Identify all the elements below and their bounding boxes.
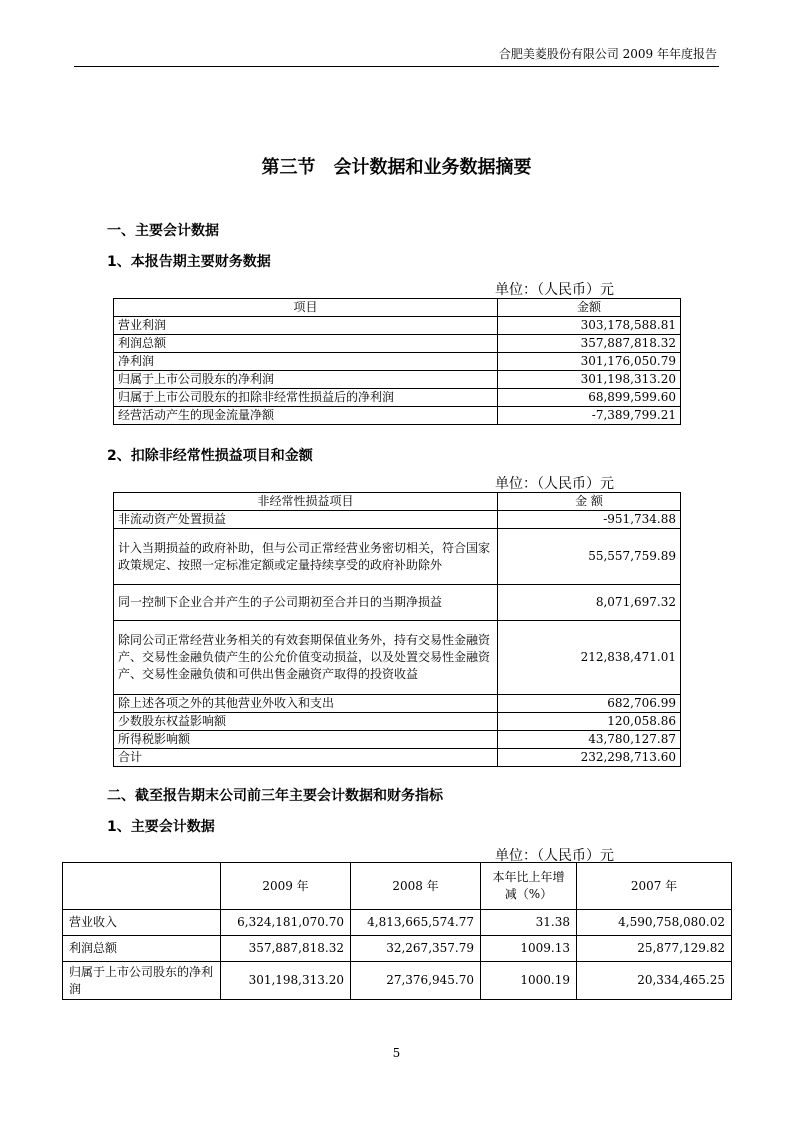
page-number: 5 [392, 1046, 401, 1060]
row-label: 利润总额 [63, 936, 221, 962]
header-text: 合肥美菱股份有限公司 2009 年年度报告 [498, 47, 717, 61]
column-header: 2008 年 [351, 863, 481, 910]
column-header [63, 863, 221, 910]
table-row [114, 529, 681, 585]
column-header: 项目 [114, 299, 498, 317]
cell-value: 357,887,818.32 [221, 936, 351, 962]
row-value: 301,176,050.79 [498, 353, 681, 371]
page-header [74, 38, 719, 67]
column-header: 金额 [498, 299, 681, 317]
row-label: 除同公司正常经营业务相关的有效套期保值业务外，持有交易性金融资产、交易性金融负债产生的公允价值变动损益，以及处置交易性金融资产、交易性金融负债和可供出售金融资产取得的投资收益 [114, 621, 498, 695]
row-value: -951,734.88 [498, 511, 681, 529]
row-label: 除上述各项之外的其他营业外收入和支出 [114, 695, 498, 713]
table-row [63, 936, 732, 962]
row-label: 少数股东权益影响额 [114, 713, 498, 731]
table-header-row [114, 299, 681, 317]
cell-value: 4,590,758,080.02 [577, 910, 732, 936]
row-label: 归属于上市公司股东的扣除非经常性损益后的净利润 [114, 389, 498, 407]
cell-value: 20,334,465.25 [577, 962, 732, 1000]
cell-value: 25,877,129.82 [577, 936, 732, 962]
cell-value: 1000.19 [481, 962, 577, 1000]
column-header: 本年比上年增减（%） [481, 863, 577, 910]
row-value: 43,780,127.87 [498, 731, 681, 749]
table-row [63, 910, 732, 936]
table-row [114, 713, 681, 731]
row-value: -7,389,799.21 [498, 407, 681, 425]
heading-non-recurring-items: 2、扣除非经常性损益项目和金额 [107, 448, 313, 464]
table-row [114, 695, 681, 713]
unit-label: 单位：（人民币）元 [495, 282, 614, 298]
table-row [114, 621, 681, 695]
cell-value: 32,267,357.79 [351, 936, 481, 962]
row-label: 所得税影响额 [114, 731, 498, 749]
table-row [114, 353, 681, 371]
non-recurring-items-table [113, 492, 681, 767]
row-value: 232,298,713.60 [498, 749, 681, 767]
cell-value: 4,813,665,574.77 [351, 910, 481, 936]
table-row [114, 511, 681, 529]
cell-value: 1009.13 [481, 936, 577, 962]
main-financial-data-table [113, 298, 681, 425]
row-label: 归属于上市公司股东的净利润 [63, 962, 221, 1000]
row-label: 利润总额 [114, 335, 498, 353]
heading-main-accounting-data: 一、主要会计数据 [107, 223, 219, 239]
row-value: 68,899,599.60 [498, 389, 681, 407]
column-header: 2007 年 [577, 863, 732, 910]
table-row [114, 731, 681, 749]
table-row [114, 749, 681, 767]
column-header: 非经常性损益项目 [114, 493, 498, 511]
column-header: 2009 年 [221, 863, 351, 910]
row-value: 8,071,697.32 [498, 585, 681, 621]
row-value: 357,887,818.32 [498, 335, 681, 353]
table-row [114, 317, 681, 335]
table-row [114, 335, 681, 353]
row-value: 682,706.99 [498, 695, 681, 713]
row-label: 归属于上市公司股东的净利润 [114, 371, 498, 389]
unit-label: 单位：（人民币）元 [495, 476, 614, 492]
row-value: 212,838,471.01 [498, 621, 681, 695]
heading-main-accounting-data-2: 1、主要会计数据 [107, 819, 215, 835]
table-row [114, 371, 681, 389]
row-value: 301,198,313.20 [498, 371, 681, 389]
heading-three-year-data: 二、截至报告期末公司前三年主要会计数据和财务指标 [107, 788, 443, 804]
cell-value: 301,198,313.20 [221, 962, 351, 1000]
heading-report-period-financial-data: 1、本报告期主要财务数据 [107, 254, 271, 270]
table-row [63, 962, 732, 1000]
row-label: 净利润 [114, 353, 498, 371]
table-header-row [114, 493, 681, 511]
unit-label: 单位：（人民币）元 [495, 848, 614, 864]
table-row [114, 585, 681, 621]
row-label: 合计 [114, 749, 498, 767]
three-year-data-table [62, 862, 732, 1000]
row-label: 经营活动产生的现金流量净额 [114, 407, 498, 425]
section-title: 第三节 会计数据和业务数据摘要 [261, 157, 532, 178]
row-value: 120,058.86 [498, 713, 681, 731]
cell-value: 6,324,181,070.70 [221, 910, 351, 936]
row-label: 营业收入 [63, 910, 221, 936]
row-label: 非流动资产处置损益 [114, 511, 498, 529]
row-label: 同一控制下企业合并产生的子公司期初至合并日的当期净损益 [114, 585, 498, 621]
cell-value: 27,376,945.70 [351, 962, 481, 1000]
row-label: 营业利润 [114, 317, 498, 335]
column-header: 金 额 [498, 493, 681, 511]
table-row [114, 407, 681, 425]
table-row [114, 389, 681, 407]
row-label: 计入当期损益的政府补助，但与公司正常经营业务密切相关，符合国家政策规定、按照一定标准定额或定量持续享受的政府补助除外 [114, 529, 498, 585]
row-value: 55,557,759.89 [498, 529, 681, 585]
table-header-row [63, 863, 732, 910]
cell-value: 31.38 [481, 910, 577, 936]
row-value: 303,178,588.81 [498, 317, 681, 335]
